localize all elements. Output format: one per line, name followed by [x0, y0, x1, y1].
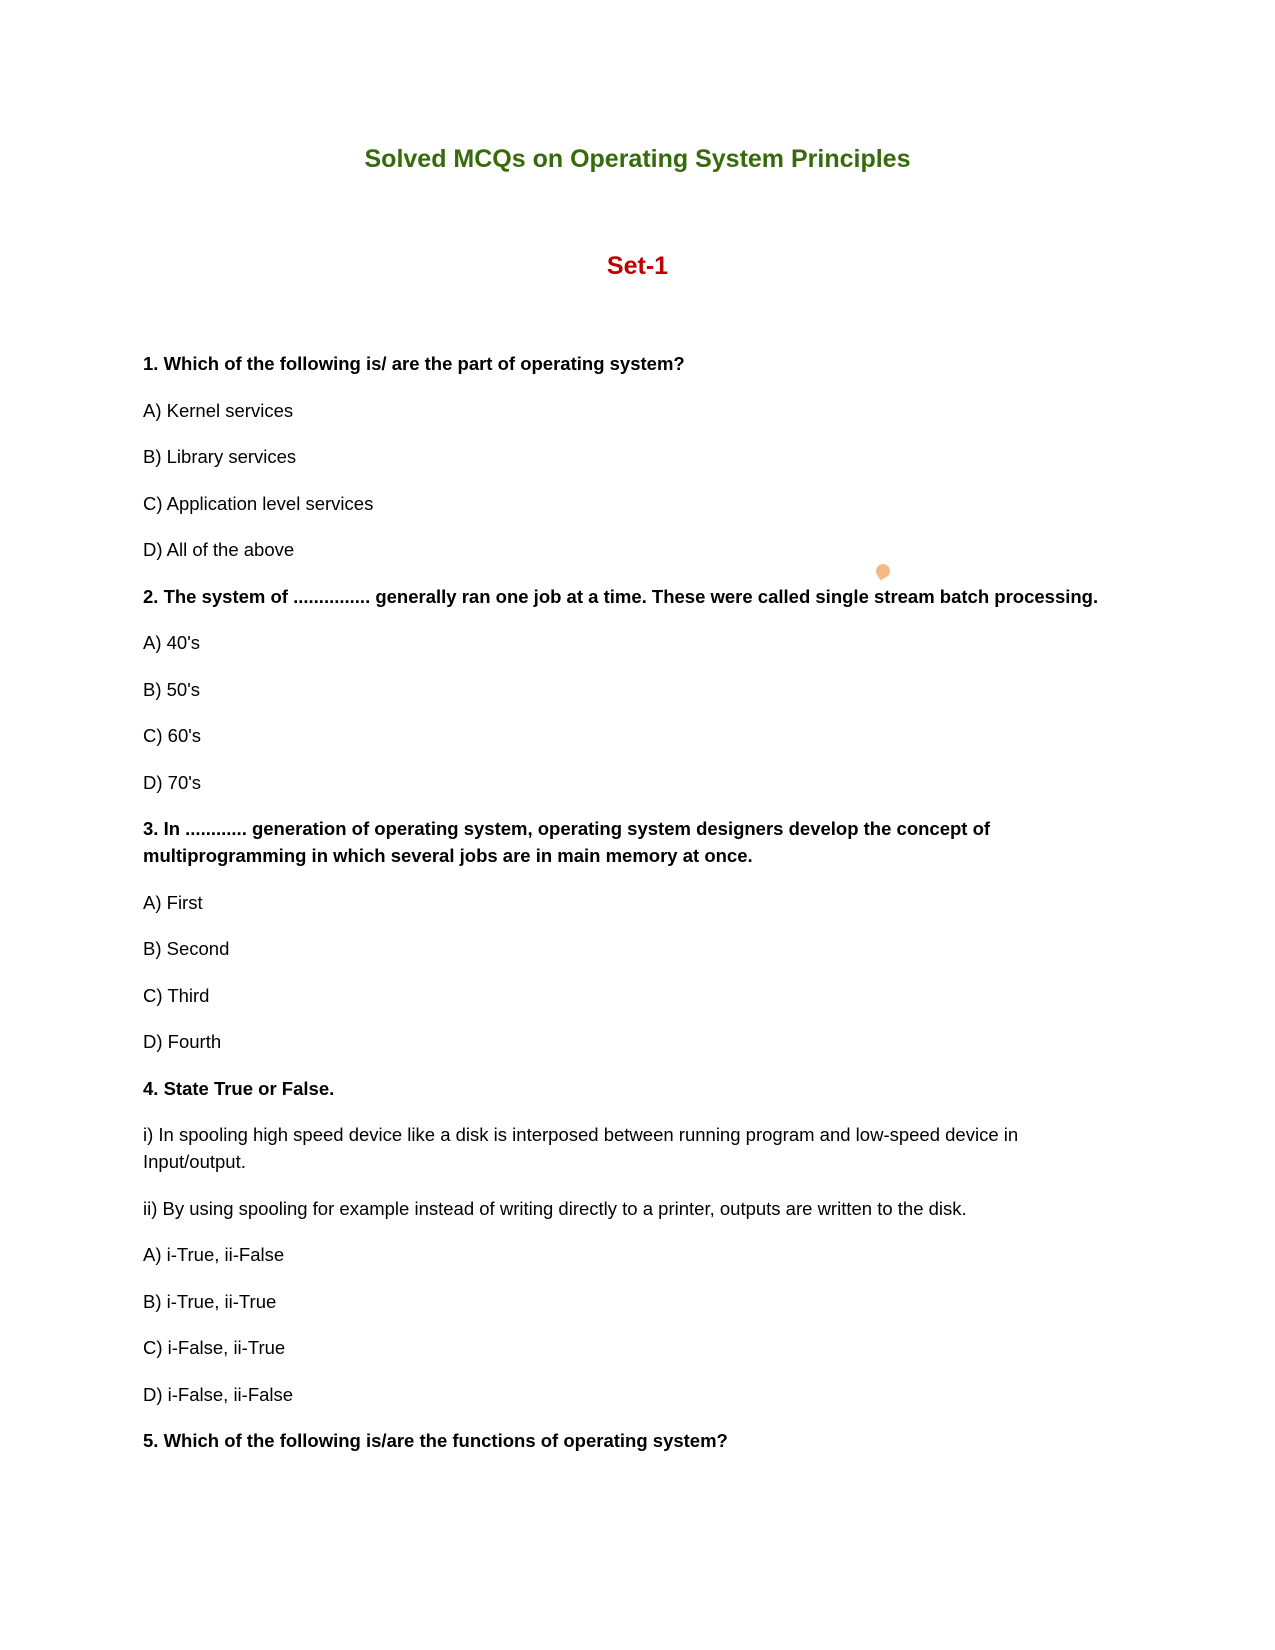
question-list — [143, 350, 1103, 1474]
set-heading: Set-1 — [606, 252, 669, 280]
option: C) 60's — [143, 725, 202, 746]
option: A) Kernel services — [143, 399, 294, 421]
option: D) Fourth — [143, 1031, 222, 1052]
question-4: 4. State True or False. — [143, 1077, 335, 1099]
option: C) Application level services — [143, 492, 374, 514]
option: A) i-True, ii-False — [143, 1244, 285, 1265]
option: C) Third — [143, 984, 210, 1006]
option: B) Second — [143, 938, 230, 959]
option: C) i-False, ii-True — [143, 1337, 286, 1358]
question-3: 3. In ............ generation of operating system, operating system designers develop the concept of multiprogramming in which several jobs are in main memory at once. — [143, 818, 991, 866]
option: D) i-False, ii-False — [143, 1383, 294, 1405]
option: B) 50's — [143, 678, 200, 700]
option: D) 70's — [143, 771, 202, 793]
question-5: 5. Which of the following is/are the functions of operating system? — [143, 1430, 728, 1451]
question-1: 1. Which of the following is/ are the part of operating system? — [143, 353, 685, 374]
statement: i) In spooling high speed device like a disk is interposed between running program and low-speed device in Input/output. — [143, 1124, 1019, 1172]
statement: ii) By using spooling for example instead of writing directly to a printer, outputs are written to the disk. — [143, 1197, 967, 1219]
option: B) Library services — [143, 446, 297, 467]
option: B) i-True, ii-True — [143, 1290, 277, 1312]
question-2: 2. The system of ............... generally ran one job at a time. These were called single stream batch processing. — [143, 585, 1099, 607]
document-title: Solved MCQs on Operating System Principles — [364, 145, 911, 173]
option: A) First — [143, 891, 203, 913]
option: A) 40's — [143, 632, 200, 653]
option: D) All of the above — [143, 539, 295, 560]
